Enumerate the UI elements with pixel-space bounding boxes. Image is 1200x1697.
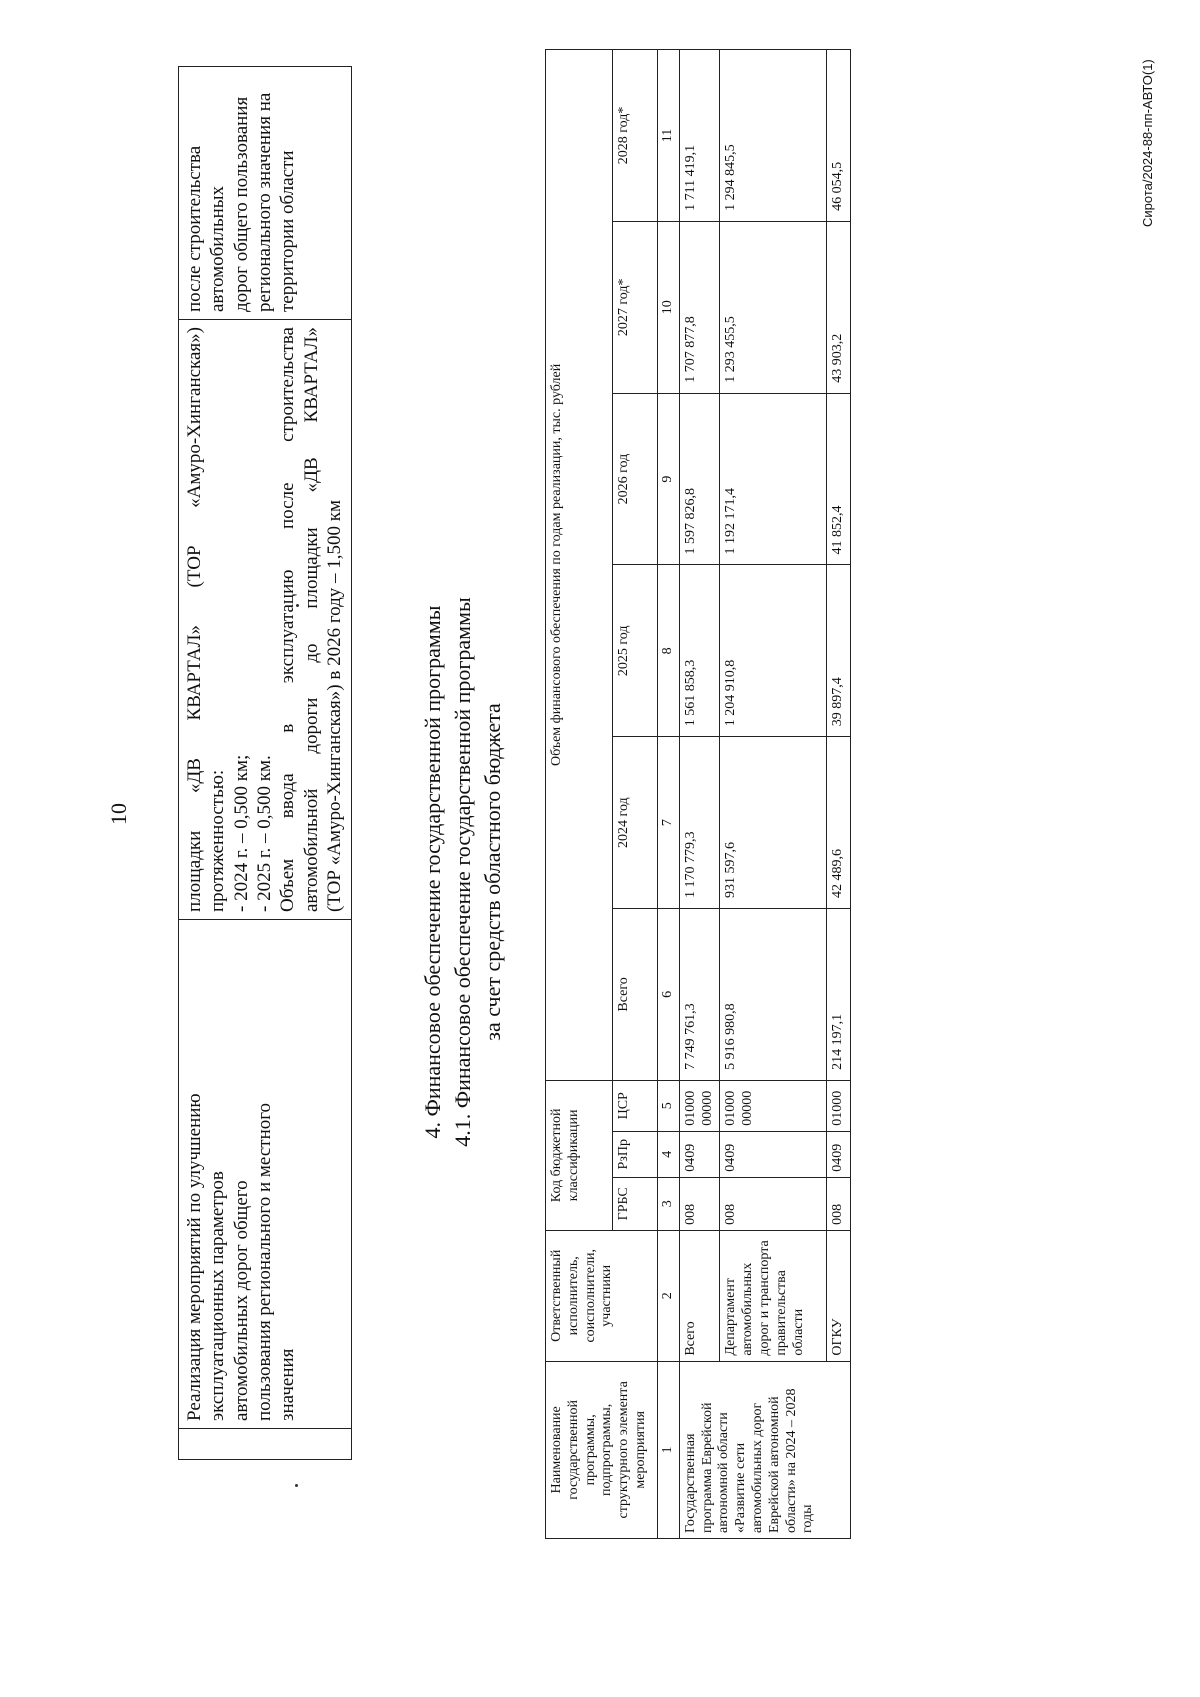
row-rzpr: 0409 <box>827 1131 851 1177</box>
table-row <box>679 50 720 1539</box>
measures-table <box>178 66 352 1460</box>
measures-result-line: площадки «ДВ КВАРТАЛ» (ТОР «Амуро-Хинганская») <box>184 327 205 912</box>
measures-note-line: территории области <box>277 150 299 312</box>
col-number: 9 <box>658 393 680 565</box>
header-budget-code: Код бюджетной классификации <box>546 1080 613 1230</box>
col-number: 6 <box>658 909 680 1081</box>
row-rzpr: 0409 <box>720 1131 827 1177</box>
header-grbs: ГРБС <box>613 1177 658 1230</box>
header-name: Наименование государственной программы, подпрограммы, структурного элемента мероприятия <box>546 1361 658 1538</box>
row-2027: 1 707 877,8 <box>679 221 720 393</box>
header-2026: 2026 год <box>613 393 658 565</box>
row-2028: 1 711 419,1 <box>679 50 720 222</box>
measures-row <box>179 67 352 1460</box>
measures-name-line: автомобильных дорог общего <box>230 1180 252 1421</box>
col-number: 8 <box>658 565 680 737</box>
row-2028: 46 054,5 <box>827 50 851 222</box>
document-id: Сирота/2024-88-пп-АВТО(1) <box>1140 59 1155 227</box>
finance-table <box>545 49 851 1539</box>
measures-name-line: Реализация мероприятий по улучшению <box>184 1093 205 1421</box>
page-number: 10 <box>106 803 131 825</box>
measures-name-cell <box>179 920 352 1429</box>
row-2026: 41 852,4 <box>827 393 851 565</box>
row-2025: 1 561 858,3 <box>679 565 720 737</box>
measures-result-line: Объем ввода в эксплуатацию после строительства <box>277 327 299 912</box>
scan-dot <box>295 1484 298 1487</box>
measures-result-line: протяженностью: <box>207 769 229 912</box>
row-responsible: Всего <box>679 1230 720 1361</box>
col-number: 3 <box>658 1177 680 1230</box>
row-responsible: ОГКУ <box>827 1230 851 1361</box>
header-2024: 2024 год <box>613 737 658 909</box>
finance-header-row <box>546 50 613 1539</box>
row-2024: 931 597,6 <box>720 737 827 909</box>
col-number: 5 <box>658 1080 680 1131</box>
row-grbs: 008 <box>679 1177 720 1230</box>
row-grbs: 008 <box>720 1177 827 1230</box>
col-number: 1 <box>658 1361 680 1538</box>
row-total: 7 749 761,3 <box>679 909 720 1081</box>
row-2024: 1 170 779,3 <box>679 737 720 909</box>
subsection-heading-cont: за счет средств областного бюджета <box>480 703 505 1041</box>
row-2026: 1 597 826,8 <box>679 393 720 565</box>
header-2025: 2025 год <box>613 565 658 737</box>
row-2027: 43 903,2 <box>827 221 851 393</box>
measures-result-line: - 2025 г. – 0,500 км. <box>254 755 276 912</box>
col-number: 10 <box>658 221 680 393</box>
col-number: 4 <box>658 1131 680 1177</box>
measures-name-line: значения <box>277 1348 299 1421</box>
header-total: Всего <box>613 909 658 1081</box>
program-name: Государственная программа Еврейской автономной области «Развитие сети автомобильных дорог Еврейской автономной области» на 2024 – 2028 годы <box>679 1361 850 1538</box>
header-responsible: Ответственный исполнитель, соисполнители, участники <box>546 1230 658 1361</box>
col-number: 7 <box>658 737 680 909</box>
col-number: 11 <box>658 50 680 222</box>
subsection-heading: 4.1. Финансовое обеспечение государственной программы <box>450 597 475 1147</box>
header-volume: Объем финансового обеспечения по годам реализации, тыс. рублей <box>546 50 613 1081</box>
row-csr: 01000 00000 <box>679 1080 720 1131</box>
measures-note-line: регионального значения на <box>254 92 276 312</box>
measures-result-line: - 2024 г. – 0,500 км; <box>230 754 252 912</box>
row-grbs: 008 <box>827 1177 851 1230</box>
header-rzpr: РзПр <box>613 1131 658 1177</box>
measures-name-line: пользования регионального и местного <box>254 1102 276 1421</box>
section-heading: 4. Финансовое обеспечение государственной программы <box>420 605 445 1139</box>
row-2027: 1 293 455,5 <box>720 221 827 393</box>
measures-empty-cell <box>179 1429 352 1460</box>
header-2027: 2027 год* <box>613 221 658 393</box>
row-total: 214 197,1 <box>827 909 851 1081</box>
row-responsible: Департамент автомобильных дорог и транспорта правительства области <box>720 1230 827 1361</box>
measures-result-cell <box>179 320 352 920</box>
row-2025: 39 897,4 <box>827 565 851 737</box>
measures-name-line: эксплуатационных параметров <box>207 1171 229 1421</box>
table-row <box>720 50 827 1539</box>
header-2028: 2028 год* <box>613 50 658 222</box>
measures-note-line: дорог общего пользования <box>230 96 252 312</box>
column-numbers-row <box>658 50 680 1539</box>
measures-result-line: автомобильной дороги до площадки «ДВ КВАРТАЛ» <box>300 327 322 912</box>
row-rzpr: 0409 <box>679 1131 720 1177</box>
row-csr: 01000 <box>827 1080 851 1131</box>
row-2028: 1 294 845,5 <box>720 50 827 222</box>
row-2026: 1 192 171,4 <box>720 393 827 565</box>
row-total: 5 916 980,8 <box>720 909 827 1081</box>
col-number: 2 <box>658 1230 680 1361</box>
row-2024: 42 489,6 <box>827 737 851 909</box>
row-csr: 01000 00000 <box>720 1080 827 1131</box>
measures-note-line: после строительства автомобильных <box>184 145 229 312</box>
measures-note-cell <box>179 67 352 320</box>
row-2025: 1 204 910,8 <box>720 565 827 737</box>
measures-result-line: (ТОР «Амуро-Хинганская») в 2026 году – 1,500 км <box>324 499 346 912</box>
header-csr: ЦСР <box>613 1080 658 1131</box>
table-row <box>827 50 851 1539</box>
